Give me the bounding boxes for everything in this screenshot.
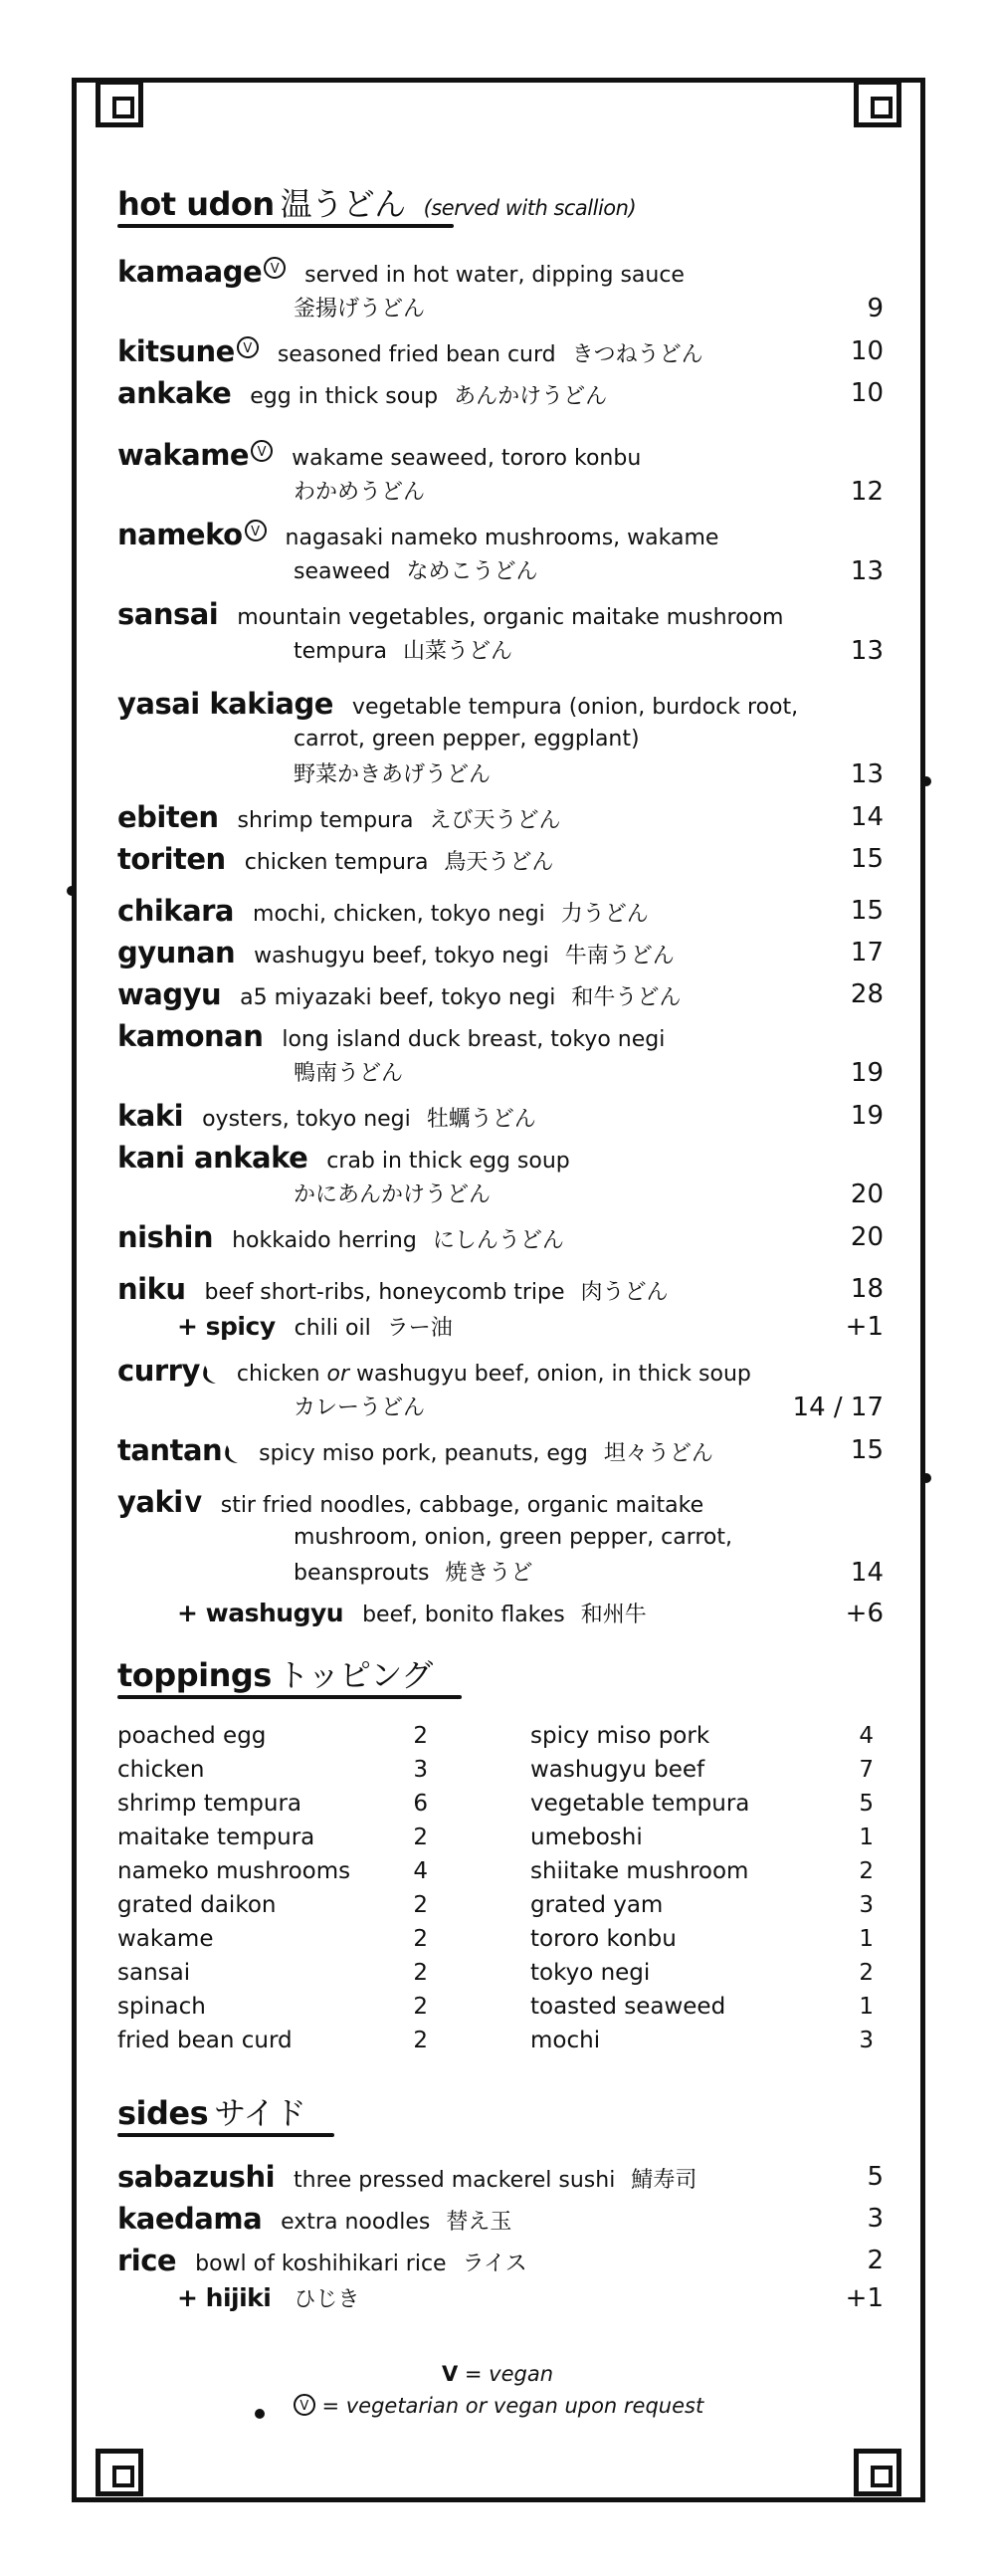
menu-item-price: 13 (850, 759, 884, 789)
menu-item-price: 14 (850, 1558, 884, 1588)
menu-item-nameko: nameko V nagasaki nameko mushrooms, wakame (117, 518, 719, 551)
menu-item-price: 12 (850, 477, 884, 507)
toppings-list-left (117, 1719, 428, 2057)
menu-item-tantan: tantan spicy miso pork, peanuts, egg 坦々うどん 15 (117, 1433, 884, 1467)
legend-vegan: V = vegan (441, 2362, 554, 2386)
menu-item-sansai: sansai mountain vegetables, organic maitake mushroom (117, 597, 784, 631)
side-item-rice: rice bowl of koshihikari rice ライス 2 (117, 2244, 884, 2277)
menu-item-jp: かにあんかけうどん (294, 1182, 492, 1207)
chili-pepper-icon (202, 1364, 218, 1386)
menu-item-price: 14 / 17 (792, 1393, 884, 1422)
topping-item: umeboshi 1 (530, 1825, 874, 1850)
chili-pepper-icon (224, 1443, 240, 1465)
menu-item-kaki: kaki oysters, tokyo negi 牡蠣うどん 19 (117, 1099, 884, 1133)
vegetarian-icon: V (264, 257, 286, 279)
corner-ornament-bottom-right (854, 2449, 901, 2496)
menu-item-kitsune: kitsune V seasoned fried bean curd きつねうどん 10 (117, 334, 884, 368)
topping-item: sansai 2 (117, 1960, 428, 1986)
topping-item: toasted seaweed 1 (530, 1994, 874, 2020)
topping-item: fried bean curd 2 (117, 2028, 428, 2053)
vegetarian-icon: V (237, 336, 259, 358)
menu-item-cont: carrot, green pepper, eggplant) (294, 727, 640, 751)
topping-item: poached egg 2 (117, 1723, 428, 1749)
menu-item-price: 20 (850, 1180, 884, 1209)
side-item-kaedama: kaedama extra noodles 替え玉 3 (117, 2202, 884, 2236)
menu-item-jp: わかめうどん (294, 480, 426, 505)
menu-item-wagyu: wagyu a5 miyazaki beef, tokyo negi 和牛うどん 28 (117, 977, 884, 1011)
border-top (72, 78, 925, 83)
border-bead (921, 776, 931, 786)
topping-item: shiitake mushroom 2 (530, 1858, 874, 1884)
topping-item: wakame 2 (117, 1926, 428, 1952)
menu-item-ankake: ankake egg in thick soup あんかけうどん 10 (117, 376, 884, 410)
border-bead (921, 1473, 931, 1483)
menu-item-price: 19 (850, 1058, 884, 1088)
menu-item-cont: mushroom, onion, green pepper, carrot, (294, 1525, 732, 1550)
menu-item-cont: beansprouts 焼きうど (294, 1561, 533, 1586)
topping-item: shrimp tempura 6 (117, 1791, 428, 1817)
menu-item-yasai-kakiage: yasai kakiage vegetable tempura (onion, burdock root, (117, 687, 799, 721)
menu-item-jp: 鴨南うどん (294, 1061, 404, 1086)
menu-item-cont: tempura 山菜うどん (294, 639, 513, 664)
topping-item: grated yam 3 (530, 1892, 874, 1918)
border-bottom (72, 2497, 925, 2502)
topping-item: nameko mushrooms 4 (117, 1858, 428, 1884)
side-addon-hijiki: + hijiki ひじき +1 (177, 2283, 884, 2313)
menu-item-price: 13 (850, 556, 884, 586)
menu-item-kamonan: kamonan long island duck breast, tokyo negi (117, 1019, 666, 1053)
topping-item: spinach 2 (117, 1994, 428, 2020)
menu-item-cont: seaweed なめこうどん (294, 559, 538, 584)
menu-item-kamaage: kamaage V served in hot water, dipping sauce (117, 255, 685, 289)
menu-item-nishin: nishin hokkaido herring にしんうどん 20 (117, 1220, 884, 1254)
vegetarian-icon: V (245, 520, 267, 541)
menu-item-gyunan: gyunan washugyu beef, tokyo negi 牛南うどん 17 (117, 936, 884, 969)
section-underline (117, 2133, 334, 2137)
topping-item: washugyu beef 7 (530, 1757, 874, 1783)
section-underline (117, 1695, 462, 1699)
section-underline (117, 224, 454, 228)
topping-item: maitake tempura 2 (117, 1825, 428, 1850)
side-item-sabazushi: sabazushi three pressed mackerel sushi 鯖寿司 5 (117, 2160, 884, 2194)
vegan-icon: V (441, 2362, 459, 2386)
menu-item-niku: niku beef short-ribs, honeycomb tripe 肉うどん 18 (117, 1272, 884, 1306)
topping-item: tororo konbu 1 (530, 1926, 874, 1952)
corner-ornament-bottom-left (96, 2449, 143, 2496)
menu-item-ebiten: ebiten shrimp tempura えび天うどん 14 (117, 800, 884, 834)
topping-item: mochi 3 (530, 2028, 874, 2053)
menu-item-price: 13 (850, 636, 884, 666)
menu-item-price: 9 (867, 294, 884, 323)
vegetarian-icon: V (251, 440, 273, 462)
menu-item-toriten: toriten chicken tempura 鳥天うどん 15 (117, 842, 884, 876)
section-title-sides: sides サイド (117, 2094, 306, 2132)
corner-ornament-top-right (854, 80, 901, 127)
topping-item: vegetable tempura 5 (530, 1791, 874, 1817)
border-bead (67, 886, 77, 896)
legend-vegetarian: V = vegetarian or vegan upon request (0, 2394, 995, 2418)
toppings-list-right (530, 1719, 874, 2057)
vegetarian-icon: V (294, 2394, 315, 2416)
menu-addon-spicy: + spicy chili oil ラー油 +1 (177, 1312, 884, 1342)
section-title-toppings: toppings トッピング (117, 1656, 433, 1694)
menu-item-jp: カレーうどん (294, 1395, 426, 1420)
menu-item-curry: curry chicken or washugyu beef, onion, in thick soup (117, 1354, 751, 1388)
menu-item-wakame: wakame V wakame seaweed, tororo konbu (117, 438, 642, 472)
menu-item-jp: 釜揚げうどん (294, 297, 426, 322)
topping-item: spicy miso pork 4 (530, 1723, 874, 1749)
menu-item-kani-ankake: kani ankake crab in thick egg soup (117, 1141, 570, 1175)
menu-addon-washugyu: + washugyu beef, bonito flakes 和州牛 +6 (177, 1599, 884, 1628)
topping-item: grated daikon 2 (117, 1892, 428, 1918)
topping-item: tokyo negi 2 (530, 1960, 874, 1986)
vegan-icon: V (184, 1493, 202, 1518)
menu-item-chikara: chikara mochi, chicken, tokyo negi 力うどん 15 (117, 894, 884, 928)
menu-item-yaki: yakiV stir fried noodles, cabbage, organic maitake (117, 1485, 704, 1519)
menu-item-jp: 野菜かきあげうどん (294, 762, 492, 787)
section-title-hot-udon: hot udon 温うどん (served with scallion) (117, 185, 637, 223)
topping-item: chicken 3 (117, 1757, 428, 1783)
corner-ornament-top-left (96, 80, 143, 127)
